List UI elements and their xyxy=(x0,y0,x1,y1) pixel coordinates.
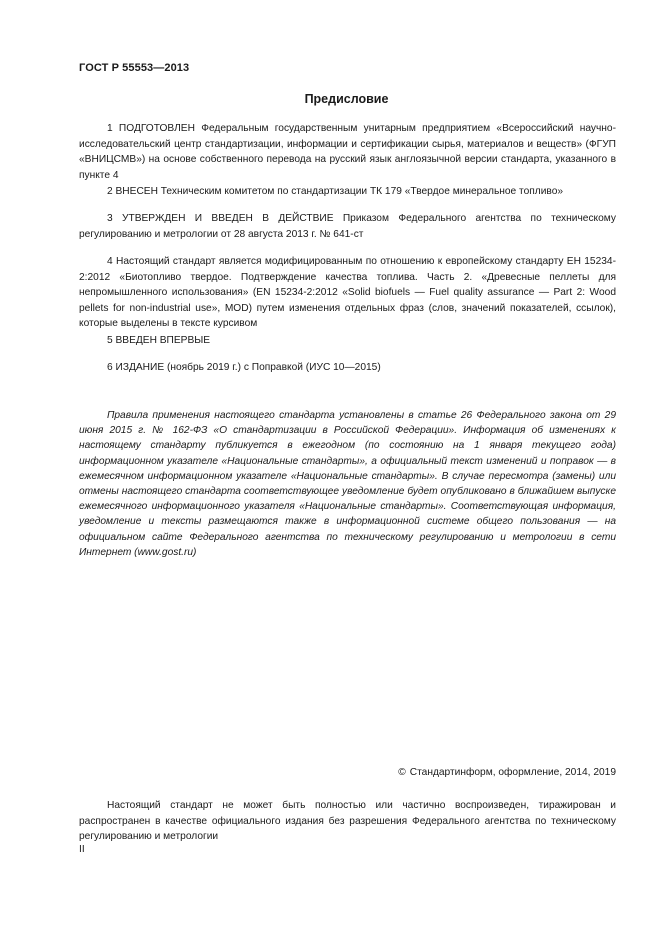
copyright-text: Стандартинформ, оформление, 2014, 2019 xyxy=(409,767,616,778)
copyright-line xyxy=(374,767,616,778)
page-title: Предисловие xyxy=(304,92,389,106)
paragraph-introduced: 5 ВВЕДЕН ВПЕРВЫЕ xyxy=(107,335,211,346)
application-rules-note: Правила применения настоящего стандарта установлены в статье 26 Федерального закона от 29 июня 2015 г. № 162-ФЗ «О стандартизации в Российской Федерации». Информация об изменениях к настоящему стандарту публикуется в ежегодном (по состоянию на 1 января текущего года) информационном указателе «Национальные стандарты», а официальный текст изменений и поправок — в ежемесячном информационном указателе «Национальные стандарты». В случае пересмотра (замены) или отмены настоящего стандарта соответствующее уведомление будет опубликовано в ближайшем выпуске ежемесячного информационного указателя «Национальные стандарты». Соответствующая информация, уведомление и тексты размещаются также в информационной системе общего пользования — на официальном сайте Федерального агентства по техническому регулированию и метрологии в сети Интернет (www.gost.ru) xyxy=(79,410,616,558)
paragraph-prepared: 1 ПОДГОТОВЛЕН Федеральным государственным унитарным предприятием «Всероссийский научно-исследовательский центр стандартизации, информации и сертификации сырья, материалов и веществ» (ФГУП «ВНИЦСМВ») на основе собственного перевода на русский язык англоязычной версии стандарта, указанного в пункте 4 xyxy=(79,123,616,181)
paragraph-modified: 4 Настоящий стандарт является модифицированным по отношению к европейскому стандарту ЕН 15234-2:2012 «Биотопливо твердое. Подтверждение качества топлива. Часть 2. «Древесные пеллеты для непромышленного использования» (EN 15234-2:2012 «Solid biofuels — Fuel quality assurance — Part 2: Wood pellets for non-industrial use», MOD) путем изменения отдельных фраз (слов, значений показателей, ссылок), которые выделены в тексте курсивом xyxy=(79,256,616,329)
copyright-icon: © xyxy=(398,767,406,778)
paragraph-approved: 3 УТВЕРЖДЕН И ВВЕДЕН В ДЕЙСТВИЕ Приказом Федерального агентства по техническому регулированию и метрологии от 28 августа 2013 г. № 641-ст xyxy=(79,213,616,240)
reproduction-notice: Настоящий стандарт не может быть полностью или частично воспроизведен, тиражирован и распространен в качестве официального издания без разрешения Федерального агентства по техническому регулированию и метрологии xyxy=(79,800,616,842)
paragraph-submitted: 2 ВНЕСЕН Техническим комитетом по стандартизации ТК 179 «Твердое минеральное топливо» xyxy=(107,186,564,197)
paragraph-edition: 6 ИЗДАНИЕ (ноябрь 2019 г.) с Поправкой (ИУС 10—2015) xyxy=(107,362,381,373)
page-number: II xyxy=(79,844,85,855)
document-code: ГОСТ Р 55553—2013 xyxy=(79,62,190,74)
